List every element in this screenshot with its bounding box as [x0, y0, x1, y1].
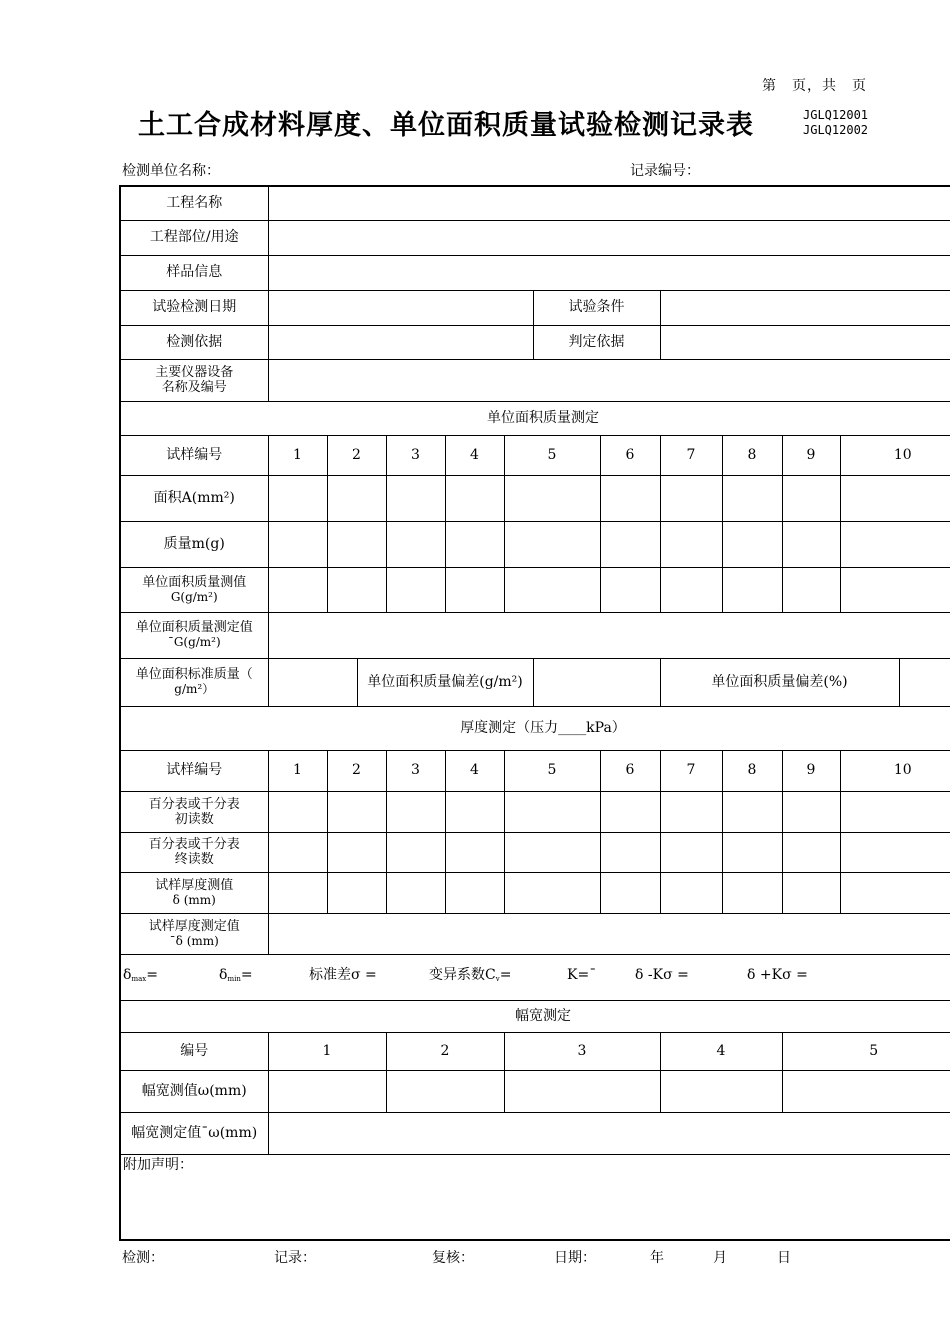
- initial-cell-2[interactable]: [327, 791, 386, 832]
- std-mass-field[interactable]: [268, 658, 357, 706]
- row-thickness-section: [120, 706, 950, 750]
- thk-sample-no-8: 8: [722, 750, 782, 791]
- date-label: 日期：: [554, 1250, 596, 1266]
- equipment-label-line2: 名称及编号: [161, 380, 227, 395]
- reviewer-label: 复核：: [432, 1250, 474, 1266]
- unit-mass-det-label-line2: ¯G(g/m²): [167, 635, 221, 649]
- row-remarks: [120, 1154, 950, 1240]
- thickness-cell-4[interactable]: [445, 872, 504, 913]
- thickness-det-field[interactable]: [268, 913, 950, 954]
- width-no-3: 3: [504, 1032, 660, 1070]
- test-date-label: 试验检测日期: [120, 290, 268, 325]
- year-label: 年: [650, 1250, 664, 1266]
- width-det-field[interactable]: [268, 1112, 950, 1154]
- test-basis-label: 检测依据: [120, 325, 268, 359]
- thickness-value-label: [120, 872, 268, 913]
- mass-sample-no-5: 5: [504, 435, 600, 475]
- unit-mass-cell-3[interactable]: [386, 567, 445, 612]
- unit-mass-cell-8[interactable]: [722, 567, 782, 612]
- row-area: [120, 475, 950, 521]
- cv-sub: v: [495, 974, 500, 983]
- mass-cell-10[interactable]: [840, 521, 950, 567]
- row-mass-section: [120, 401, 950, 435]
- width-det-label: 幅宽测定值¯ω(mm): [120, 1112, 268, 1154]
- final-cell-7[interactable]: [660, 832, 722, 872]
- test-condition-label: 试验条件: [533, 290, 660, 325]
- thickness-det-line1: 试样厚度测定值: [148, 918, 240, 934]
- initial-cell-3[interactable]: [386, 791, 445, 832]
- width-value-label: 幅宽测值ω(mm): [120, 1070, 268, 1112]
- initial-cell-7[interactable]: [660, 791, 722, 832]
- mass-cell-4[interactable]: [445, 521, 504, 567]
- project-name-label: 工程名称: [120, 186, 268, 220]
- width-cell-3[interactable]: [504, 1070, 660, 1112]
- width-no-label: 编号: [120, 1032, 268, 1070]
- final-cell-5[interactable]: [504, 832, 600, 872]
- mass-sample-no-1: 1: [268, 435, 327, 475]
- thickness-cell-3[interactable]: [386, 872, 445, 913]
- thickness-value-line1: 试样厚度测值: [155, 877, 234, 893]
- project-part-field[interactable]: [268, 220, 950, 255]
- thk-sample-no-6: 6: [600, 750, 660, 791]
- row-unit-mass: [120, 567, 950, 612]
- deviation-gm-label: 单位面积质量偏差(g/m²): [357, 658, 533, 706]
- mass-sample-no-6: 6: [600, 435, 660, 475]
- delta-max: [123, 968, 219, 987]
- thk-sample-no-7: 7: [660, 750, 722, 791]
- cv: [429, 968, 567, 987]
- cv-eq: =: [499, 966, 512, 983]
- row-thickness-stats: [120, 954, 950, 1000]
- delta-plus-k-sigma: δ +Kσ =: [747, 966, 808, 983]
- page-info: 第 页，共 页: [762, 78, 867, 94]
- unit-mass-cell-1[interactable]: [268, 567, 327, 612]
- mass-sample-no-7: 7: [660, 435, 722, 475]
- thickness-cell-9[interactable]: [782, 872, 840, 913]
- sample-info-label: 样品信息: [120, 255, 268, 290]
- row-test-date: [120, 290, 950, 325]
- delta-minus-k-sigma: δ -Kσ =: [635, 966, 689, 983]
- thickness-cell-10[interactable]: [840, 872, 950, 913]
- thk-sample-no-5: 5: [504, 750, 600, 791]
- test-condition-field[interactable]: [660, 290, 950, 325]
- unit-mass-cell-6[interactable]: [600, 567, 660, 612]
- area-cell-3[interactable]: [386, 475, 445, 521]
- initial-reading-line2: 初读数: [174, 811, 214, 827]
- remarks-label: 附加声明：: [123, 1156, 193, 1173]
- form-code-2: JGLQ12002: [803, 123, 869, 137]
- final-cell-10[interactable]: [840, 832, 950, 872]
- thickness-stats: [120, 954, 950, 1000]
- form-code-1: JGLQ12001: [803, 108, 869, 122]
- equipment-field[interactable]: [268, 359, 950, 401]
- row-equipment: [120, 359, 950, 401]
- mass-cell-7[interactable]: [660, 521, 722, 567]
- width-cell-4[interactable]: [660, 1070, 782, 1112]
- initial-reading-line1: 百分表或千分表: [148, 796, 240, 812]
- mass-cell-2[interactable]: [327, 521, 386, 567]
- unit-mass-cell-9[interactable]: [782, 567, 840, 612]
- final-cell-2[interactable]: [327, 832, 386, 872]
- unit-mass-cell-2[interactable]: [327, 567, 386, 612]
- row-sample-info: [120, 255, 950, 290]
- deviation-pct-label: 单位面积质量偏差(%): [660, 658, 899, 706]
- document-title: 土工合成材料厚度、单位面积质量试验检测记录表: [138, 110, 754, 141]
- recorder-label: 记录：: [274, 1250, 316, 1266]
- record-number-label: 记录编号：: [630, 163, 700, 179]
- stats-line: [123, 967, 847, 983]
- row-final-reading: [120, 832, 950, 872]
- row-mass: [120, 521, 950, 567]
- mass-section-title: 单位面积质量测定: [120, 401, 950, 435]
- thickness-cell-1[interactable]: [268, 872, 327, 913]
- initial-cell-5[interactable]: [504, 791, 600, 832]
- unit-mass-det-label-line1: 单位面积质量测定值: [135, 620, 253, 635]
- equipment-label: [120, 359, 268, 401]
- thk-sample-no-10: 10: [840, 750, 950, 791]
- thickness-cell-6[interactable]: [600, 872, 660, 913]
- row-project-part: [120, 220, 950, 255]
- delta-max-sub: max: [131, 974, 147, 983]
- area-cell-5[interactable]: [504, 475, 600, 521]
- width-cell-2[interactable]: [386, 1070, 504, 1112]
- remarks-field[interactable]: [120, 1154, 950, 1240]
- sample-info-field[interactable]: [268, 255, 950, 290]
- thickness-cell-5[interactable]: [504, 872, 600, 913]
- unit-mass-label-line2: G(g/m²): [170, 589, 218, 604]
- initial-reading-label: [120, 791, 268, 832]
- k-value: K=¯: [567, 966, 597, 983]
- unit-mass-cell-10[interactable]: [840, 567, 950, 612]
- row-width-determined: [120, 1112, 950, 1154]
- judge-basis-label: 判定依据: [533, 325, 660, 359]
- final-reading-label: [120, 832, 268, 872]
- mass-sample-no-9: 9: [782, 435, 840, 475]
- unit-mass-cell-4[interactable]: [445, 567, 504, 612]
- area-label: 面积A(mm²): [120, 475, 268, 521]
- row-width-section: [120, 1000, 950, 1032]
- initial-cell-8[interactable]: [722, 791, 782, 832]
- thk-sample-no-9: 9: [782, 750, 840, 791]
- thk-sample-no-1: 1: [268, 750, 327, 791]
- row-standard-mass: [120, 658, 950, 706]
- unit-mass-cell-7[interactable]: [660, 567, 722, 612]
- final-cell-4[interactable]: [445, 832, 504, 872]
- project-name-field[interactable]: [268, 186, 950, 220]
- row-thickness-determined: [120, 913, 950, 954]
- mass-cell-6[interactable]: [600, 521, 660, 567]
- area-cell-9[interactable]: [782, 475, 840, 521]
- month-label: 月: [713, 1250, 727, 1266]
- area-cell-6[interactable]: [600, 475, 660, 521]
- area-cell-4[interactable]: [445, 475, 504, 521]
- mass-cell-5[interactable]: [504, 521, 600, 567]
- mass-cell-1[interactable]: [268, 521, 327, 567]
- test-basis-field[interactable]: [268, 325, 533, 359]
- delta-max-eq: =: [146, 966, 158, 983]
- unit-mass-det-label: [120, 612, 268, 658]
- thickness-section-title: 厚度测定（压力____kPa）: [120, 706, 950, 750]
- thk-sample-no-4: 4: [445, 750, 504, 791]
- thickness-det-label: [120, 913, 268, 954]
- initial-cell-4[interactable]: [445, 791, 504, 832]
- width-no-5: 5: [782, 1032, 950, 1070]
- final-cell-1[interactable]: [268, 832, 327, 872]
- width-no-4: 4: [660, 1032, 782, 1070]
- deviation-pct-field[interactable]: [899, 658, 950, 706]
- mass-sample-no-label: 试样编号: [120, 435, 268, 475]
- initial-cell-6[interactable]: [600, 791, 660, 832]
- row-test-basis: [120, 325, 950, 359]
- row-project-name: [120, 186, 950, 220]
- final-cell-3[interactable]: [386, 832, 445, 872]
- unit-mass-label-line1: 单位面积质量测值: [142, 574, 247, 590]
- mass-sample-no-3: 3: [386, 435, 445, 475]
- initial-cell-1[interactable]: [268, 791, 327, 832]
- std-mass-label-line2: g/m²）: [174, 682, 215, 696]
- area-cell-8[interactable]: [722, 475, 782, 521]
- initial-cell-9[interactable]: [782, 791, 840, 832]
- area-cell-2[interactable]: [327, 475, 386, 521]
- thickness-cell-8[interactable]: [722, 872, 782, 913]
- initial-cell-10[interactable]: [840, 791, 950, 832]
- unit-mass-label: [120, 567, 268, 612]
- cv-label: 变异系数C: [429, 966, 496, 983]
- mass-sample-no-10: 10: [840, 435, 950, 475]
- mass-label: 质量m(g): [120, 521, 268, 567]
- width-cell-1[interactable]: [268, 1070, 386, 1112]
- thk-sample-no-label: 试样编号: [120, 750, 268, 791]
- delta-min-sub: min: [227, 974, 241, 983]
- mass-sample-no-4: 4: [445, 435, 504, 475]
- thickness-cell-2[interactable]: [327, 872, 386, 913]
- std-mass-label-line1: 单位面积标准质量（: [135, 667, 253, 682]
- row-initial-reading: [120, 791, 950, 832]
- width-no-1: 1: [268, 1032, 386, 1070]
- thickness-value-line2: δ (mm): [172, 892, 216, 907]
- row-width-value: [120, 1070, 950, 1112]
- unit-mass-det-field[interactable]: [268, 612, 950, 658]
- area-cell-10[interactable]: [840, 475, 950, 521]
- thk-sample-no-3: 3: [386, 750, 445, 791]
- deviation-gm-field[interactable]: [533, 658, 660, 706]
- final-reading-line1: 百分表或千分表: [148, 837, 240, 852]
- judge-basis-field[interactable]: [660, 325, 950, 359]
- width-cell-5[interactable]: [782, 1070, 950, 1112]
- area-cell-7[interactable]: [660, 475, 722, 521]
- std-dev: 标准差σ =: [309, 966, 377, 983]
- unit-mass-cell-5[interactable]: [504, 567, 600, 612]
- row-mass-sample-numbers: [120, 435, 950, 475]
- test-date-field[interactable]: [268, 290, 533, 325]
- final-cell-9[interactable]: [782, 832, 840, 872]
- row-width-numbers: [120, 1032, 950, 1070]
- row-thickness-sample-numbers: [120, 750, 950, 791]
- mass-cell-9[interactable]: [782, 521, 840, 567]
- row-unit-mass-determined: [120, 612, 950, 658]
- delta-max-symbol: δ: [123, 966, 132, 983]
- thickness-det-line2: ¯δ (mm): [169, 933, 219, 948]
- delta-min-symbol: δ: [219, 966, 228, 983]
- row-thickness-value: [120, 872, 950, 913]
- final-cell-6[interactable]: [600, 832, 660, 872]
- delta-min-eq: =: [240, 966, 253, 983]
- thk-sample-no-2: 2: [327, 750, 386, 791]
- std-mass-label: [120, 658, 268, 706]
- equipment-label-line1: 主要仪器设备: [155, 365, 234, 380]
- delta-min: [219, 968, 309, 987]
- mass-cell-8[interactable]: [722, 521, 782, 567]
- width-section-title: 幅宽测定: [120, 1000, 950, 1032]
- tester-label: 检测：: [122, 1250, 164, 1266]
- area-cell-1[interactable]: [268, 475, 327, 521]
- project-part-label: 工程部位/用途: [120, 220, 268, 255]
- mass-cell-3[interactable]: [386, 521, 445, 567]
- record-table: [119, 185, 950, 1241]
- day-label: 日: [777, 1250, 791, 1266]
- width-no-2: 2: [386, 1032, 504, 1070]
- final-reading-line2: 终读数: [174, 852, 214, 867]
- thickness-cell-7[interactable]: [660, 872, 722, 913]
- testing-unit-label: 检测单位名称：: [122, 163, 220, 179]
- mass-sample-no-8: 8: [722, 435, 782, 475]
- mass-sample-no-2: 2: [327, 435, 386, 475]
- final-cell-8[interactable]: [722, 832, 782, 872]
